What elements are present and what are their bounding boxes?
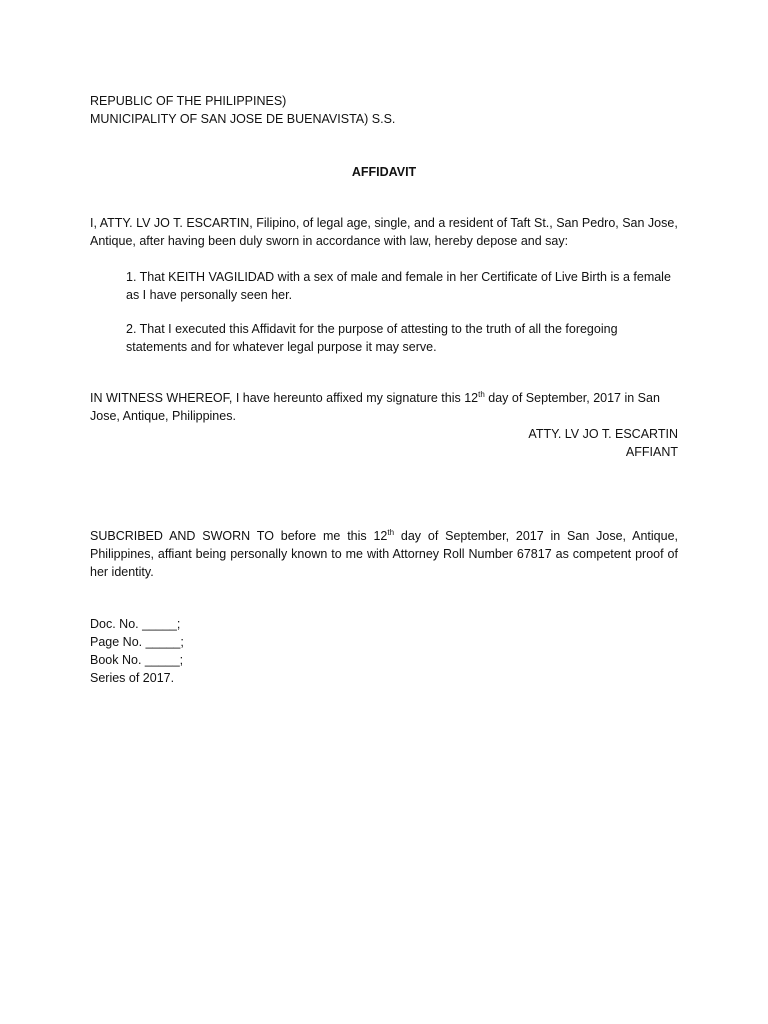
venue-line-municipality: MUNICIPALITY OF SAN JOSE DE BUENAVISTA) S.S. (90, 112, 396, 126)
page-number: Page No. _____; (90, 635, 184, 649)
venue-header (90, 92, 678, 128)
witness-ordinal-suffix: th (478, 389, 485, 399)
book-number: Book No. _____; (90, 653, 184, 667)
statement-item-1: 1. That KEITH VAGILIDAD with a sex of male and female in her Certificate of Live Birth is a female as I have personally seen her. (126, 270, 671, 302)
doc-number: Doc. No. _____; (90, 617, 181, 631)
affiant-role: AFFIANT (625, 445, 678, 459)
affiant-name: ATTY. LV JO T. ESCARTIN (528, 427, 678, 441)
series-year: Series of 2017. (90, 671, 175, 685)
statement-item-2: 2. That I executed this Affidavit for the purpose of attesting to the truth of all the foregoing statements and for whatever legal purpose it may serve. (126, 322, 618, 354)
jurat-text-start: SUBCRIBED AND SWORN TO before me this 12 (90, 529, 388, 543)
witness-text-end: day of September, 2017 in San Jose, Antique, Philippines. (90, 391, 660, 423)
jurat-paragraph (90, 527, 678, 581)
intro-paragraph: I, ATTY. LV JO T. ESCARTIN, Filipino, of legal age, single, and a resident of Taft St., San Pedro, San Jose, Antique, after having been duly sworn in accordance with law, hereby depose and say: (90, 216, 678, 248)
jurat-text-end: day of September, 2017 in San Jose, Antique, Philippines, affiant being personally known to me with Attorney Roll Number 67817 as competent proof of her identity. (90, 529, 678, 579)
document-title: AFFIDAVIT (351, 165, 417, 179)
affiant-signature-block (528, 425, 678, 461)
jurat-ordinal-suffix: th (387, 527, 395, 537)
witness-text-start: IN WITNESS WHEREOF, I have hereunto affixed my signature this 12 (90, 391, 479, 405)
witness-clause (90, 389, 678, 425)
venue-line-republic: REPUBLIC OF THE PHILIPPINES) (90, 94, 287, 108)
notarial-register (90, 615, 678, 687)
